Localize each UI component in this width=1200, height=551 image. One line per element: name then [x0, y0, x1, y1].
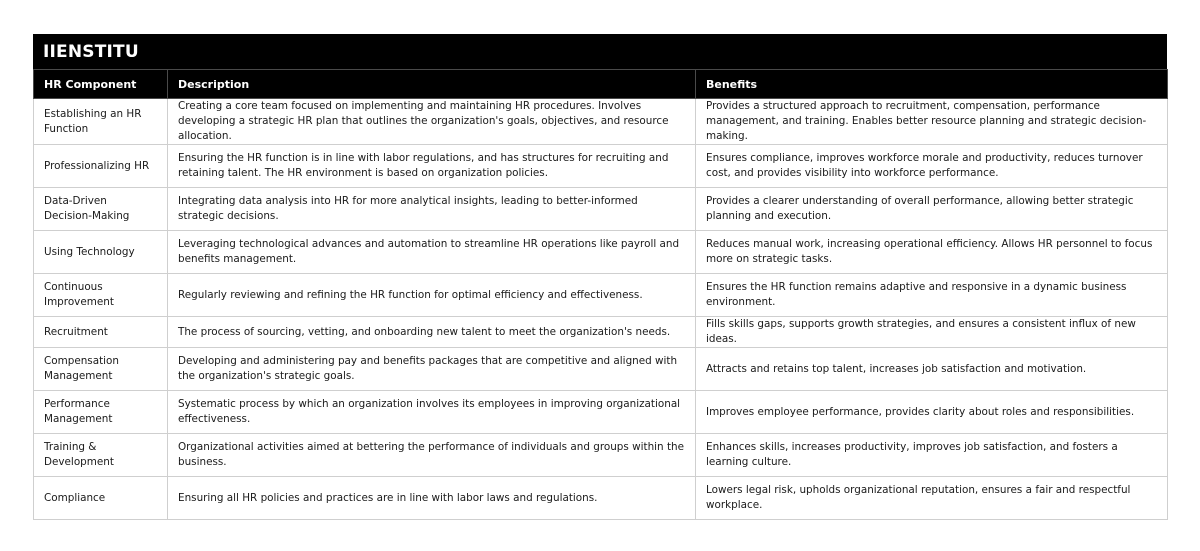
brand-title: IIENSTITU [33, 34, 1167, 69]
cell-benefits: Enhances skills, increases productivity, improves job satisfaction, and fosters a learning culture. [696, 434, 1168, 477]
table-row [34, 477, 1168, 520]
cell-description: Integrating data analysis into HR for more analytical insights, leading to better-informed strategic decisions. [168, 188, 696, 231]
hr-components-table [33, 69, 1168, 520]
header-description: Description [168, 70, 696, 99]
cell-component: Recruitment [34, 317, 168, 348]
table-row [34, 391, 1168, 434]
hr-table-container [33, 34, 1167, 520]
header-benefits: Benefits [696, 70, 1168, 99]
cell-component: Using Technology [34, 231, 168, 274]
cell-component: Compensation Management [34, 348, 168, 391]
cell-benefits: Provides a structured approach to recruitment, compensation, performance management, and training. Enables better resource planning and strategic decision-making. [696, 99, 1168, 145]
cell-description: Systematic process by which an organization involves its employees in improving organizational effectiveness. [168, 391, 696, 434]
table-row [34, 231, 1168, 274]
table-row [34, 188, 1168, 231]
table-row [34, 317, 1168, 348]
cell-description: Ensuring all HR policies and practices are in line with labor laws and regulations. [168, 477, 696, 520]
cell-component: Data-Driven Decision-Making [34, 188, 168, 231]
cell-description: Developing and administering pay and benefits packages that are competitive and aligned with the organization's strategic goals. [168, 348, 696, 391]
cell-description: Ensuring the HR function is in line with labor regulations, and has structures for recruiting and retaining talent. The HR environment is based on organization policies. [168, 145, 696, 188]
table-header-row [34, 70, 1168, 99]
cell-description: The process of sourcing, vetting, and onboarding new talent to meet the organization's needs. [168, 317, 696, 348]
cell-component: Continuous Improvement [34, 274, 168, 317]
table-row [34, 99, 1168, 145]
cell-description: Organizational activities aimed at bettering the performance of individuals and groups within the business. [168, 434, 696, 477]
cell-description: Creating a core team focused on implementing and maintaining HR procedures. Involves developing a strategic HR plan that outlines the organization's goals, objectives, and resource allocation. [168, 99, 696, 145]
table-row [34, 434, 1168, 477]
cell-description: Regularly reviewing and refining the HR function for optimal efficiency and effectiveness. [168, 274, 696, 317]
cell-component: Performance Management [34, 391, 168, 434]
cell-description: Leveraging technological advances and automation to streamline HR operations like payroll and benefits management. [168, 231, 696, 274]
table-row [34, 348, 1168, 391]
cell-component: Establishing an HR Function [34, 99, 168, 145]
cell-benefits: Lowers legal risk, upholds organizational reputation, ensures a fair and respectful workplace. [696, 477, 1168, 520]
table-row [34, 145, 1168, 188]
cell-benefits: Fills skills gaps, supports growth strategies, and ensures a consistent influx of new ideas. [696, 317, 1168, 348]
cell-benefits: Improves employee performance, provides clarity about roles and responsibilities. [696, 391, 1168, 434]
cell-benefits: Ensures compliance, improves workforce morale and productivity, reduces turnover cost, and provides visibility into workforce performance. [696, 145, 1168, 188]
table-row [34, 274, 1168, 317]
cell-benefits: Provides a clearer understanding of overall performance, allowing better strategic planning and execution. [696, 188, 1168, 231]
header-hr-component: HR Component [34, 70, 168, 99]
cell-benefits: Attracts and retains top talent, increases job satisfaction and motivation. [696, 348, 1168, 391]
cell-benefits: Ensures the HR function remains adaptive and responsive in a dynamic business environment. [696, 274, 1168, 317]
cell-component: Compliance [34, 477, 168, 520]
cell-component: Professionalizing HR [34, 145, 168, 188]
cell-benefits: Reduces manual work, increasing operational efficiency. Allows HR personnel to focus more on strategic tasks. [696, 231, 1168, 274]
cell-component: Training & Development [34, 434, 168, 477]
